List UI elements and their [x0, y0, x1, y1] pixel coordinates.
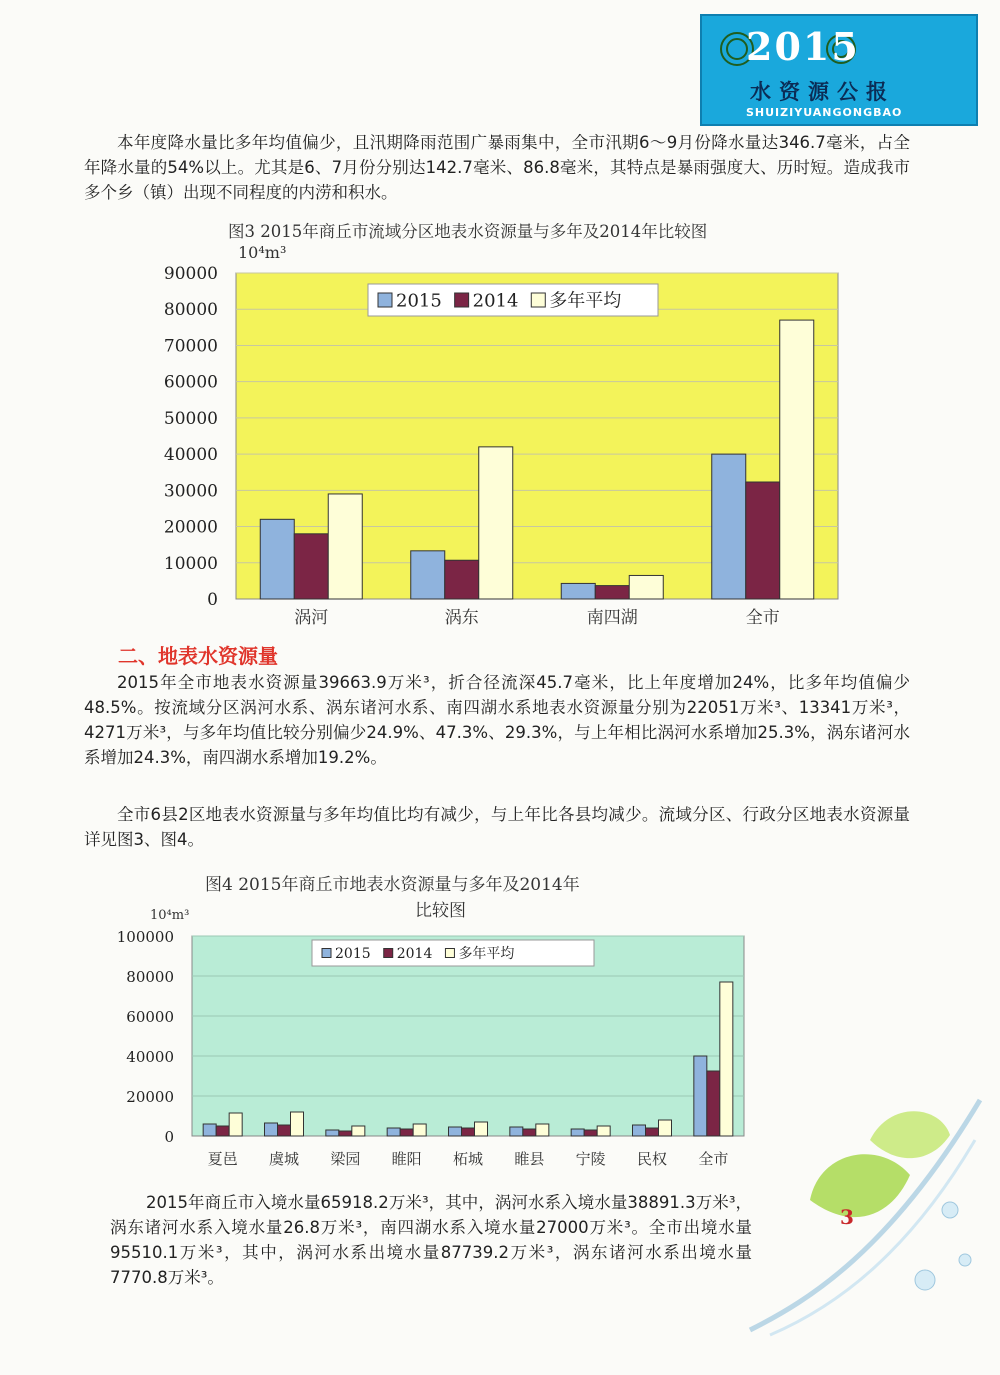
bar-2014 — [584, 1130, 597, 1136]
bar-2014 — [339, 1131, 352, 1136]
header-title: 水资源公报 — [750, 79, 895, 104]
bar-2015 — [694, 1056, 707, 1136]
bar-多年平均 — [352, 1126, 365, 1136]
bar-多年平均 — [328, 494, 362, 599]
y-tick-label: 100000 — [116, 928, 174, 946]
x-category-label: 虞城 — [268, 1150, 300, 1168]
bar-2015 — [449, 1127, 462, 1136]
bar-2014 — [400, 1129, 413, 1136]
x-category-label: 民权 — [636, 1150, 668, 1168]
bar-多年平均 — [536, 1124, 549, 1136]
y-tick-label: 20000 — [163, 517, 218, 538]
figure4-title-line2: 比较图 — [415, 901, 466, 921]
x-category-label: 涡河 — [294, 608, 329, 628]
y-tick-label: 80000 — [163, 300, 218, 321]
figure3-unit: 10⁴m³ — [238, 243, 287, 262]
legend-label: 多年平均 — [549, 290, 622, 312]
header-year: 2015 — [746, 24, 860, 69]
bar-2014 — [462, 1128, 475, 1136]
figure4-title-line1: 图4 2015年商丘市地表水资源量与多年及2014年 — [205, 875, 580, 895]
bar-2015 — [510, 1127, 523, 1136]
bar-2015 — [265, 1123, 278, 1136]
bar-2015 — [326, 1130, 339, 1136]
bar-2014 — [595, 586, 629, 599]
figure3-title: 图3 2015年商丘市流域分区地表水资源量与多年及2014年比较图 — [228, 222, 708, 241]
bar-2015 — [712, 454, 746, 599]
page-number: 3 — [840, 1205, 854, 1229]
bar-2015 — [260, 519, 294, 599]
x-category-label: 全市 — [698, 1150, 729, 1168]
figure4-unit: 10⁴m³ — [150, 908, 190, 923]
y-tick-label: 60000 — [163, 372, 218, 393]
legend-label: 多年平均 — [458, 946, 515, 963]
header-subtitle: SHUIZIYUANGONGBAO — [746, 106, 903, 119]
bar-2014 — [216, 1126, 229, 1136]
bar-多年平均 — [291, 1112, 304, 1136]
legend-swatch — [384, 949, 393, 958]
y-tick-label: 80000 — [126, 968, 174, 986]
y-tick-label: 40000 — [163, 445, 218, 466]
x-category-label: 柘城 — [452, 1150, 484, 1168]
bar-2014 — [646, 1128, 659, 1136]
bar-多年平均 — [479, 447, 513, 599]
bar-2015 — [203, 1124, 216, 1136]
x-category-label: 梁园 — [330, 1150, 361, 1168]
y-tick-label: 70000 — [163, 336, 218, 357]
bar-2014 — [445, 560, 479, 599]
bar-多年平均 — [720, 982, 733, 1136]
x-category-label: 睢阳 — [391, 1150, 422, 1168]
bar-2015 — [411, 551, 445, 599]
legend-swatch — [531, 293, 545, 307]
y-tick-label: 30000 — [163, 481, 218, 502]
bar-多年平均 — [629, 575, 663, 599]
bar-2014 — [707, 1071, 720, 1136]
bar-2014 — [746, 482, 780, 599]
bar-2014 — [278, 1125, 291, 1136]
x-category-label: 全市 — [745, 608, 780, 628]
bar-多年平均 — [413, 1124, 426, 1136]
bar-2015 — [387, 1128, 400, 1136]
y-tick-label: 50000 — [163, 408, 218, 429]
bar-多年平均 — [659, 1120, 672, 1136]
y-tick-label: 60000 — [126, 1008, 174, 1026]
bar-2014 — [294, 534, 328, 599]
legend-swatch — [455, 293, 469, 307]
legend-label: 2015 — [396, 290, 442, 312]
bar-多年平均 — [229, 1113, 242, 1136]
figure3-chart — [0, 0, 1000, 640]
bar-多年平均 — [475, 1122, 488, 1136]
bar-2015 — [633, 1125, 646, 1136]
legend-label: 2015 — [335, 946, 371, 963]
y-tick-label: 10000 — [163, 553, 218, 574]
y-tick-label: 90000 — [163, 264, 218, 284]
leaf-splash-decoration — [740, 1080, 990, 1350]
intro-paragraph: 本年度降水量比多年均值偏少，且汛期降雨范围广暴雨集中，全市汛期6～9月份降水量达346.7毫米，占全年降水量的54%以上。尤其是6、7月份分别达142.7毫米、86.8毫米，其特点是暴雨强度大、历时短。造成我市多个乡（镇）出现不同程度的内涝和积水。 — [84, 133, 910, 202]
y-tick-label: 20000 — [126, 1088, 174, 1106]
y-tick-label: 0 — [164, 1128, 174, 1146]
paragraph-surface-water: 2015年全市地表水资源量39663.9万米³，折合径流深45.7毫米，比上年度增加24%，比多年均值偏少48.5%。按流域分区涡河水系、涡东诸河水系、南四湖水系地表水资源量分别为22051万米³、13341万米³，4271万米³，与多年均值比较分别偏少24.9%、47.3%、29.3%，与上年相比涡河水系增加25.3%，涡东诸河水系增加24.3%，南四湖水系增加19.2%。 — [84, 673, 910, 767]
y-tick-label: 0 — [207, 590, 218, 610]
x-category-label: 南四湖 — [586, 608, 638, 628]
x-category-label: 夏邑 — [207, 1150, 238, 1168]
section-title: 二、地表水资源量 — [118, 644, 278, 668]
x-category-label: 宁陵 — [575, 1150, 606, 1168]
bar-多年平均 — [780, 320, 814, 599]
x-category-label: 涡东 — [444, 608, 479, 628]
legend-label: 2014 — [472, 290, 519, 312]
x-category-label: 睢县 — [514, 1150, 545, 1168]
y-tick-label: 40000 — [126, 1048, 174, 1066]
paragraph-inflow-outflow: 2015年商丘市入境水量65918.2万米³，其中，涡河水系入境水量38891.3万米³，涡东诸河水系入境水量26.8万米³，南四湖水系入境水量27000万米³。全市出境水量95510.1万米³，其中，涡河水系出境水量87739.2万米³，涡东诸河水系出境水量7770.8万米³。 — [110, 1193, 752, 1287]
legend-swatch — [378, 293, 392, 307]
legend-label: 2014 — [396, 946, 433, 963]
legend-swatch — [322, 949, 331, 958]
bar-2015 — [571, 1129, 584, 1136]
bar-2015 — [561, 583, 595, 599]
bar-2014 — [523, 1129, 536, 1136]
paragraph-county-summary: 全市6县2区地表水资源量与多年均值比均有减少，与上年比各县均减少。流域分区、行政分区地表水资源量详见图3、图4。 — [84, 805, 910, 849]
legend-swatch — [445, 949, 454, 958]
bar-多年平均 — [597, 1126, 610, 1136]
